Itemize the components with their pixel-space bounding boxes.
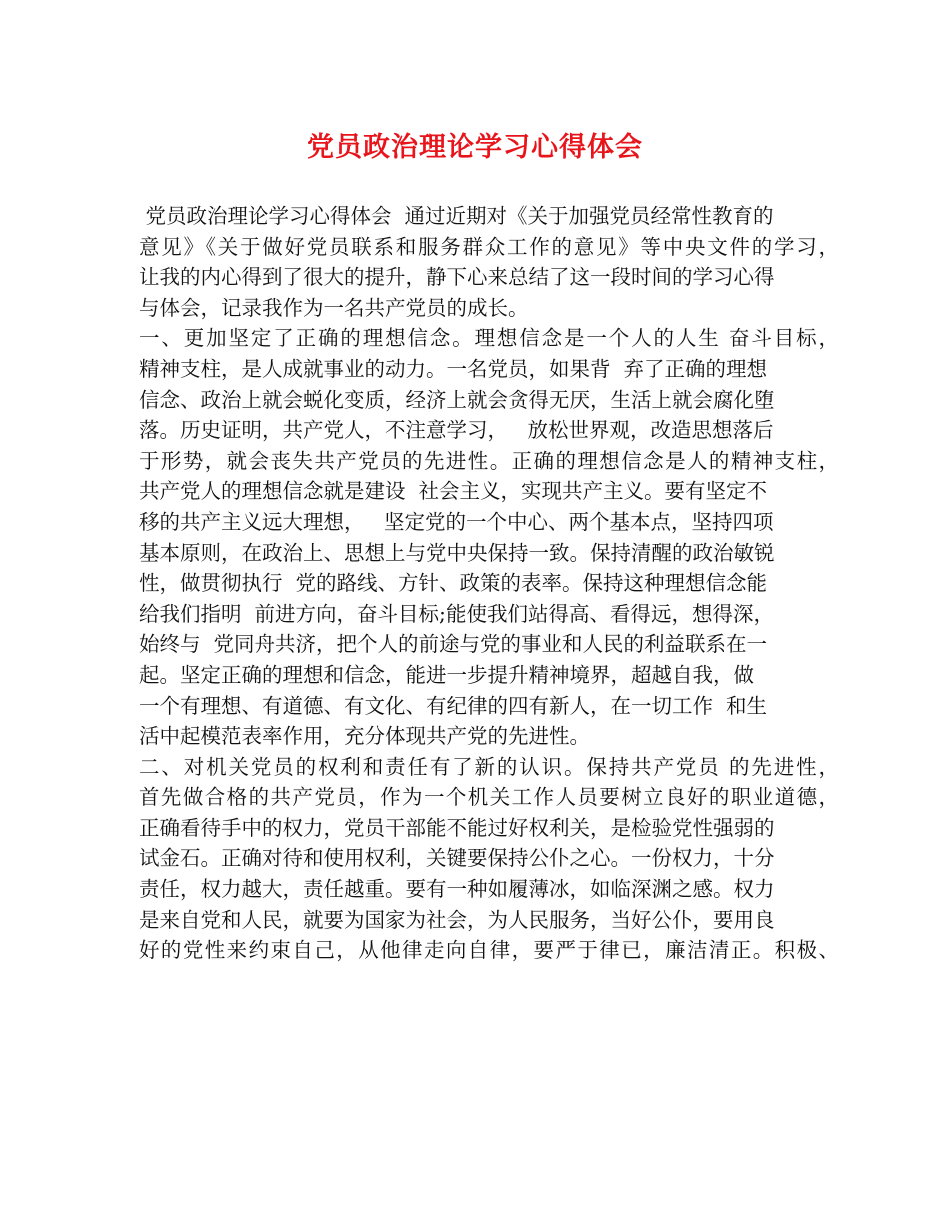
document-title: 党员政治理论学习心得体会 — [307, 132, 643, 163]
paragraph-line: 二、对机关党员的权利和责任有了新的认识。保持共产党员 的先进性， — [139, 754, 839, 779]
paragraph-line: 于形势，就会丧失共产党员的先进性。正确的理想信念是人的精神支柱， — [139, 448, 839, 473]
paragraph-line: 正确看待手中的权力，党员干部能不能过好权利关，是检验党性强弱的 — [139, 815, 775, 840]
paragraph-line: 共产党人的理想信念就是建设 社会主义，实现共产主义。要有坚定不 — [139, 479, 768, 504]
document-body — [139, 201, 839, 966]
paragraph-line: 让我的内心得到了很大的提升，静下心来总结了这一段时间的学习心得 — [139, 265, 775, 290]
paragraph-line: 一、更加坚定了正确的理想信念。理想信念是一个人的人生 奋斗目标， — [139, 326, 839, 351]
paragraph-line: 好的党性来约束自己，从他律走向自律，要严于律已，廉洁清正。积极、 — [139, 938, 839, 963]
paragraph-line: 责任，权力越大，责任越重。要有一种如履薄冰，如临深渊之感。权力 — [139, 877, 775, 902]
paragraph-line: 试金石。正确对待和使用权利，关键要保持公仆之心。一份权力，十分 — [139, 846, 775, 871]
paragraph-line: 首先做合格的共产党员，作为一个机关工作人员要树立良好的职业道德， — [139, 785, 839, 810]
paragraph-line: 是来自党和人民，就要为国家为社会，为人民服务，当好公仆，要用良 — [139, 907, 775, 932]
paragraph-line: 基本原则，在政治上、思想上与党中央保持一致。保持清醒的政治敏锐 — [139, 540, 775, 565]
paragraph-line: 与体会，记录我作为一名共产党员的成长。 — [139, 295, 529, 320]
paragraph-line: 性，做贯彻执行 党的路线、方针、政策的表率。保持这种理想信念能 — [139, 571, 768, 596]
paragraph-line: 活中起模范表率作用，充分体现共产党的先进性。 — [139, 724, 590, 749]
paragraph-line: 给我们指明 前进方向，奋斗目标;能使我们站得高、看得远，想得深， — [139, 601, 774, 626]
paragraph-line: 意见》《关于做好党员联系和服务群众工作的意见》等中央文件的学习， — [139, 234, 839, 259]
paragraph-line: 始终与 党同舟共济，把个人的前途与党的事业和人民的利益联系在一 — [139, 632, 768, 657]
paragraph-line: 一个有理想、有道德、有文化、有纪律的四有新人，在一切工作 和生 — [139, 693, 768, 718]
paragraph-line: 信念、政治上就会蜕化变质，经济上就会贪得无厌，生活上就会腐化堕 — [139, 387, 775, 412]
paragraph-line: 党员政治理论学习心得体会 通过近期对《关于加强党员经常性教育的 — [139, 204, 774, 228]
paragraph-line: 落。历史证明，共产党人，不注意学习， 放松世界观，改造思想落后 — [139, 418, 774, 443]
paragraph-line: 移的共产主义远大理想， 坚定党的一个中心、两个基本点，坚持四项 — [139, 509, 774, 534]
paragraph-line: 精神支柱，是人成就事业的动力。一名党员，如果背 弃了正确的理想 — [139, 356, 768, 381]
paragraph-line: 起。坚定正确的理想和信念，能进一步提升精神境界，超越自我，做 — [139, 662, 754, 687]
